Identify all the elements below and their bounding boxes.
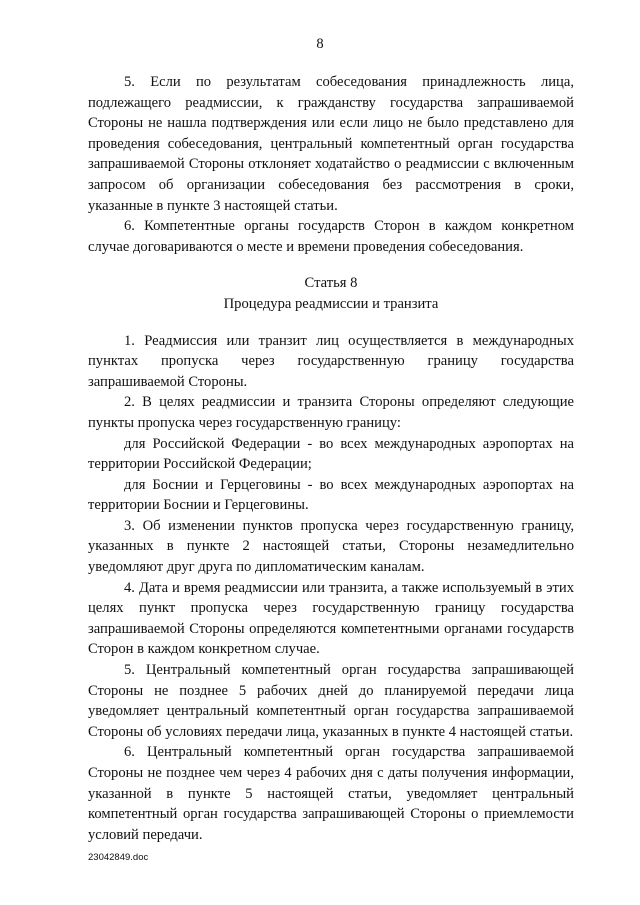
- file-name-footer: 23042849.doc: [88, 852, 149, 863]
- article-number: Статья 8: [304, 275, 358, 292]
- page-number: 8: [316, 36, 324, 52]
- paragraph: 5. Если по результатам собеседования принадлежность лица, подлежащего реадмиссии, к гражданству государства запрашиваемой Стороны не нашла подтверждения или если лицо не было представлено для проведения собеседования, центральный компетентный орган государства запрашиваемой Стороны отклоняет ходатайство о реадмиссии с включенным запросом об организации собеседования без рассмотрения в сроки, указанные в пункте 3 настоящей статьи.: [88, 74, 574, 214]
- paragraph: 6. Компетентные органы государств Сторон в каждом конкретном случае договариваются о месте и времени проведения собеседования.: [88, 218, 574, 255]
- paragraph: 4. Дата и время реадмиссии или транзита, а также используемый в этих целях пункт пропуска через государственную границу государства запрашиваемой Стороны определяются компетентными органами государств Сторон в каждом конкретном случае.: [88, 579, 574, 658]
- paragraph: 2. В целях реадмиссии и транзита Стороны определяют следующие пункты пропуска через государственную границу:: [88, 394, 574, 431]
- paragraph: 3. Об изменении пунктов пропуска через государственную границу, указанных в пункте 2 настоящей статьи, Стороны незамедлительно уведомляют друг друга по дипломатическим каналам.: [88, 517, 574, 576]
- paragraph: для Российской Федерации - во всех международных аэропортах на территории Российской Федерации;: [88, 435, 574, 473]
- document-body: [88, 72, 574, 845]
- paragraph: для Боснии и Герцеговины - во всех международных аэропортах на территории Боснии и Герцеговины.: [88, 476, 574, 514]
- paragraph: 5. Центральный компетентный орган государства запрашивающей Стороны не позднее 5 рабочих дней до планируемой передачи лица уведомляет центральный компетентный орган государства запрашиваемой Стороны об условиях передачи лица, указанных в пункте 4 настоящей статьи.: [88, 662, 574, 740]
- paragraph: 6. Центральный компетентный орган государства запрашиваемой Стороны не позднее чем через 4 рабочих дня с даты получения информации, указанной в пункте 5 настоящей статьи, уведомляет центральный компетентный орган государства запрашивающей Стороны о приемлемости условий передачи.: [88, 744, 574, 843]
- paragraph: 1. Реадмиссия или транзит лиц осуществляется в международных пунктах пропуска через государственную границу государства запрашиваемой Стороны.: [88, 332, 574, 390]
- article-title: Процедура реадмиссии и транзита: [223, 295, 439, 312]
